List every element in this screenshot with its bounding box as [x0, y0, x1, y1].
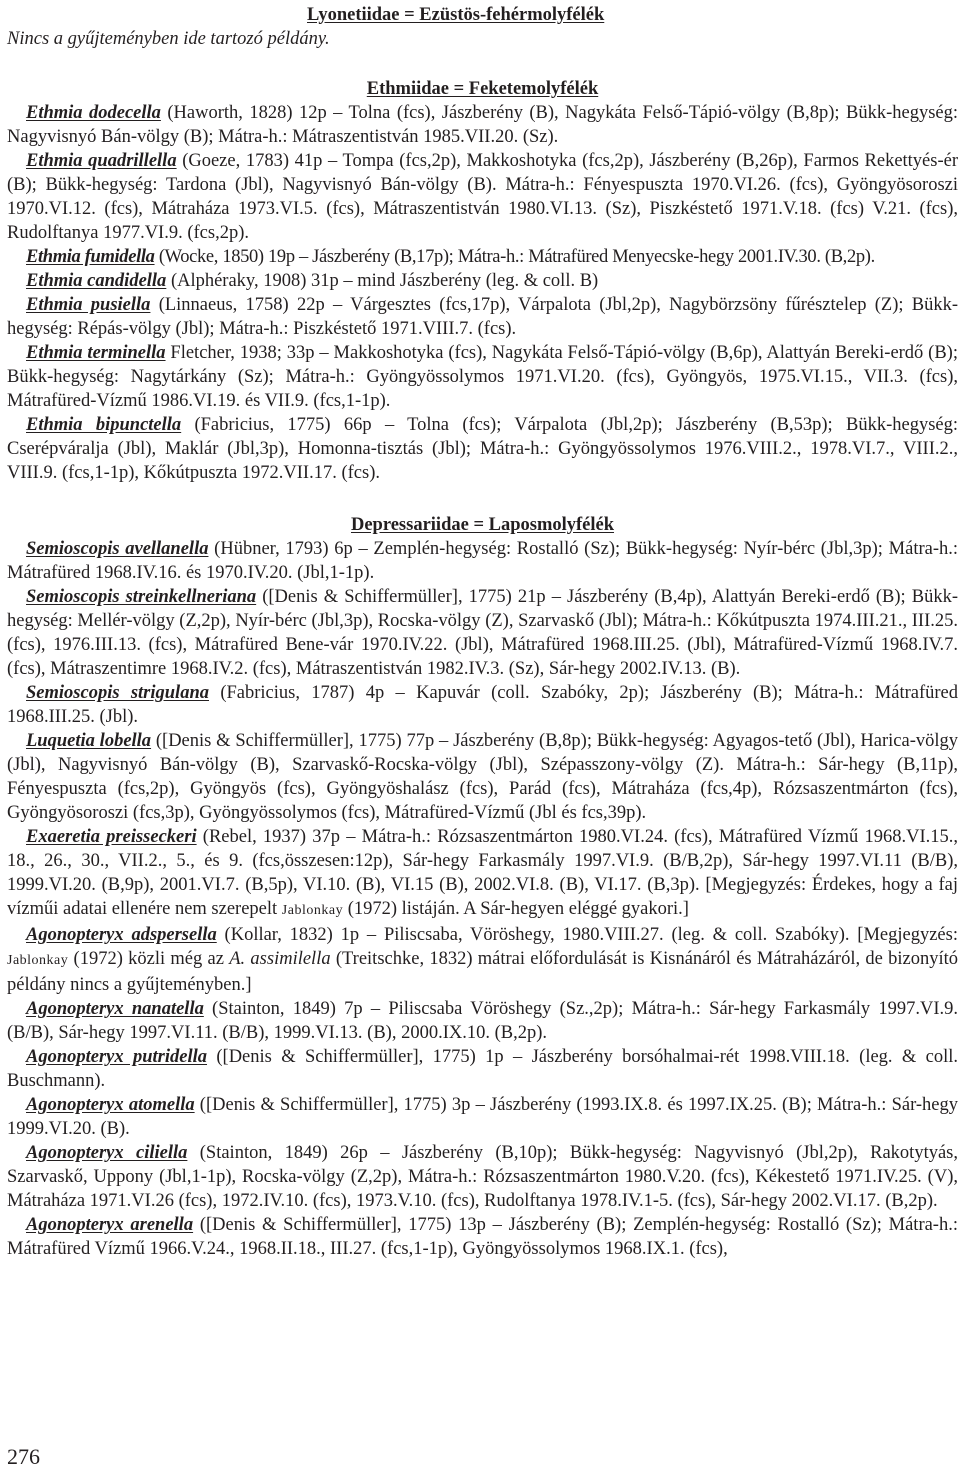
author-name: Jablonkay — [281, 903, 344, 918]
species-entry — [7, 997, 958, 1045]
species-entry — [7, 293, 958, 341]
section-heading-ethmiidae: Ethmiidae = Feketemolyfélék — [366, 79, 599, 99]
species-entry — [7, 1093, 958, 1141]
species-name: Agonopteryx nanatella — [26, 999, 204, 1019]
species-name: Luquetia lobella — [26, 731, 152, 751]
species-text: (Fabricius, 1775) 66p – Tolna (fcs); Várpalota (Jbl,2p); Jászberény (B,53p); Bükk-hegység: Cserépváralja (Jbl), Maklár (Jbl,3p), Homonna-tisztás (Jbl); Mátra-h.: Gyöngyössolymos 1976.VIII.2., 1978.VI.7., VIII.2., VIII.9. (fcs,1-1p), Kőkútpuszta 1972.VII.17. (fcs). — [7, 415, 958, 483]
species-name: Ethmia bipunctella — [26, 415, 182, 435]
species-entry — [7, 537, 958, 585]
species-name: Exaeretia preisseckeri — [26, 827, 197, 847]
species-name: Agonopteryx atomella — [26, 1095, 195, 1115]
species-text: (Hübner, 1793) 6p – Zemplén-hegység: Rostalló (Sz); Bükk-hegység: Nyír-bérc (Jbl,3p); Mátra-h.: Mátrafüred 1968.IV.16. és 1970.IV.20. (Jbl,1-1p). — [7, 539, 959, 583]
author-name: Jablonkay — [7, 953, 69, 968]
species-name: Ethmia dodecella — [26, 103, 161, 123]
species-name: Semioscopis avellanella — [26, 539, 209, 559]
species-entry — [7, 101, 958, 149]
species-entry — [7, 729, 958, 825]
species-text: (Fabricius, 1787) 4p – Kapuvár (coll. Szabóky, 2p); Jászberény (B); Mátra-h.: Mátrafüred 1968.III.25. (Jbl). — [7, 683, 958, 727]
document-page — [7, 0, 958, 1261]
species-entry — [7, 245, 958, 269]
species-name: Ethmia candidella — [26, 271, 167, 291]
species-text: (Goeze, 1783) 41p – Tompa (fcs,2p), Makkoshotyka (fcs,2p), Jászberény (B,26p), Farmos Rekettyés-ér (B); Bükk-hegység: Tardona (Jbl), Nagyvisnyó Bán-völgy (B). Mátra-h.: Fényespuszta 1970.VI.26. (fcs), Gyöngyösoroszi 1970.VI.12. (fcs), Mátraháza 1973.VI.5. (fcs), Mátraszentistván 1980.VI.13. (Sz), Piszkéstető 1971.V.18. (fcs) V.21. (fcs), Rudolftanya 1977.VI.9. (fcs,2p). — [7, 151, 959, 243]
species-text-end: (Treitschke, 1832) mátrai előfordulását is Kisnánáról és Mátraházáról, de bizonyító példány nincs a gyűjteményben.] — [7, 949, 958, 995]
species-text-after: (1972) közli még az — [68, 949, 230, 969]
species-text: ([Denis & Schiffermüller], 1775) 77p – Jászberény (B,8p); Bükk-hegység: Agyagos-tető (Jbl), Harica-völgy (Jbl), Nagyvisnyó Bán-völgy (B), Szarvaskő-Rocska-völgy (Jbl), Szépasszony-völgy (Z). Mátra-h.: Sár-hegy (B,11p), Fényespuszta (fcs,2p), Gyöngyös (fcs), Gyöngyöshalász (fcs), Parád (fcs), Mátraháza (fcs,4p), Rózsaszentmárton (fcs), Gyöngyösoroszi (fcs,3p), Gyöngyössolymos (fcs), Mátrafüred-Vízmű (Jbl és fcs,39p). — [7, 731, 959, 823]
species-text: ([Denis & Schiffermüller], 1775) 3p – Jászberény (1993.IX.8. és 1997.IX.25. (B); Mátra-h.: Sár-hegy 1999.VI.20. (B). — [7, 1095, 958, 1139]
species-text: (Stainton, 1849) 7p – Piliscsaba Vöröshegy (Sz.,2p); Mátra-h.: Sár-hegy Farkasmály 1997.VI.9. (B/B), Sár-hegy 1997.VI.11. (B/B), 1999.VI.13. (B), 2000.IX.10. (B,2p). — [7, 999, 958, 1043]
species-entry — [7, 923, 958, 997]
species-name: Ethmia fumidella — [26, 247, 155, 267]
species-text: (Linnaeus, 1758) 22p – Várgesztes (fcs,17p), Várpalota (Jbl,2p), Nagybörzsöny fűrésztelep (Z); Bükk-hegység: Répás-völgy (Jbl); Mátra-h.: Piszkéstető 1971.VIII.7. (fcs). — [7, 295, 958, 339]
species-entry — [7, 341, 958, 413]
species-entry — [7, 825, 958, 923]
species-entry — [7, 269, 958, 293]
species-text: (Alphéraky, 1908) 31p – mind Jászberény (leg. & coll. B) — [166, 271, 599, 291]
species-entry — [7, 681, 958, 729]
section-heading-lyonetiidae: Lyonetiidae = Ezüstös-fehérmolyfélék — [307, 5, 605, 25]
species-text: (Wocke, 1850) 19p – Jászberény (B,17p); Mátra-h.: Mátrafüred Menyecske-hegy 2001.IV.30. (B,2p). — [154, 247, 875, 267]
depressariidae-entries — [7, 537, 958, 1261]
species-entry — [7, 585, 958, 681]
species-text-after: (1972) listáján. A Sár-hegyen eléggé gyakori.] — [343, 899, 689, 919]
species-text: Fletcher, 1938; 33p – Makkoshotyka (fcs), Nagykáta Felső-Tápió-völgy (B,6p), Alattyán Bereki-erdő (B); Bükk-hegység: Nagytárkány (Sz); Mátra-h.: Gyöngyössolymos 1971.VI.20. (fcs), Gyöngyös, 1975.VI.15., VII.3. (fcs), Mátrafüred-Vízmű 1986.VI.19. és VII.9. (fcs,1-1p). — [7, 343, 958, 411]
species-name: Ethmia pusiella — [26, 295, 151, 315]
species-name: Agonopteryx arenella — [26, 1215, 194, 1235]
species-text: (Rebel, 1937) 37p – Mátra-h.: Rózsaszentmárton 1980.VI.24. (fcs), Mátrafüred Vízmű 1968.VI.15., 18., 26., 30., VII.2., 5., és 9. (fcs,összesen:12p), Sár-hegy Farkasmály 1997.VI.9. (B/B,2p), Sár-hegy 1997.VI.11 (B/B), 1999.VI.20. (B,9p), 2001.VI.7. (B,5p), VI.10. (B), VI.15 (B), 2002.VI.8. (B), VI.17. (B,3p). [Megjegyzés: Érdekes, hogy a faj vízműi adatai ellenére nem szerepelt — [7, 827, 958, 919]
species-name: Semioscopis streinkellneriana — [26, 587, 257, 607]
section-heading-depressariidae: Depressariidae = Laposmolyfélék — [350, 515, 615, 535]
section-note: Nincs a gyűjteményben ide tartozó példány. — [7, 29, 330, 49]
species-entry — [7, 1045, 958, 1093]
species-entry — [7, 149, 958, 245]
species-text: ([Denis & Schiffermüller], 1775) 1p – Jászberény borsóhalmai-rét 1998.VIII.18. (leg. & coll. Buschmann). — [7, 1047, 959, 1091]
species-text: (Stainton, 1849) 26p – Jászberény (B,10p); Bükk-hegység: Nagyvisnyó (Jbl,2p), Rakotytyás, Szarvaskő, Uppony (Jbl,1-1p), Rocska-völgy (Z,2p), Mátra-h.: Rózsaszentmárton 1980.V.20. (fcs), Kékestető 1971.IV.25. (V), Mátraháza 1971.VI.26 (fcs), 1972.IV.10. (fcs), 1973.V.10. (fcs), Rudolftanya 1978.IV.1-5. (fcs), Sár-hegy 2002.VI.17. (B,2p). — [7, 1143, 958, 1211]
species-name: Semioscopis strigulana — [26, 683, 209, 703]
species-name: Agonopteryx putridella — [26, 1047, 208, 1067]
species-text: ([Denis & Schiffermüller], 1775) 21p – Jászberény (B,4p), Alattyán Bereki-erdő (B); Bükk-hegység: Mellér-völgy (Z,2p), Nyír-bérc (Jbl,3p), Rocska-völgy (Z), Szarvaskő (Jbl); Mátra-h.: Kőkútpuszta 1974.III.21., III.25. (fcs), 1976.III.13. (fcs), Mátrafüred Bene-vár 1970.IV.22. (Jbl), Mátrafüred 1968.III.25. (Jbl), Mátrafüred-Vízmű 1968.IV.7. (fcs), Mátraszentimre 1968.IV.2. (fcs), Mátraszentistván 1982.IV.3. (Sz), Sár-hegy 2002.IV.13. (B). — [7, 587, 959, 679]
species-name: Agonopteryx adspersella — [26, 925, 217, 945]
species-italic: A. assimilella — [229, 949, 331, 969]
species-text: ([Denis & Schiffermüller], 1775) 13p – Jászberény (B); Zemplén-hegység: Rostalló (Sz); Mátra-h.: Mátrafüred Vízmű 1966.V.24., 1968.II.18., III.27. (fcs,1-1p), Gyöngyössolymos 1968.IX.1. (fcs), — [7, 1215, 958, 1259]
species-name: Ethmia quadrillella — [26, 151, 177, 171]
species-name: Ethmia terminella — [26, 343, 166, 363]
species-text: (Kollar, 1832) 1p – Piliscsaba, Vöröshegy, 1980.VIII.27. (leg. & coll. Szabóky). [Megjegyzés: — [216, 925, 958, 945]
species-entry — [7, 1213, 958, 1261]
ethmiidae-entries — [7, 101, 958, 485]
species-entry — [7, 413, 958, 485]
species-entry — [7, 1141, 958, 1213]
species-text: (Haworth, 1828) 12p – Tolna (fcs), Jászberény (B), Nagykáta Felső-Tápió-völgy (B,8p); Bükk-hegység: Nagyvisnyó Bán-völgy (B); Mátra-h.: Mátraszentistván 1985.VII.20. (Sz). — [7, 103, 959, 147]
page-number: 276 — [7, 1444, 40, 1469]
species-name: Agonopteryx ciliella — [26, 1143, 188, 1163]
